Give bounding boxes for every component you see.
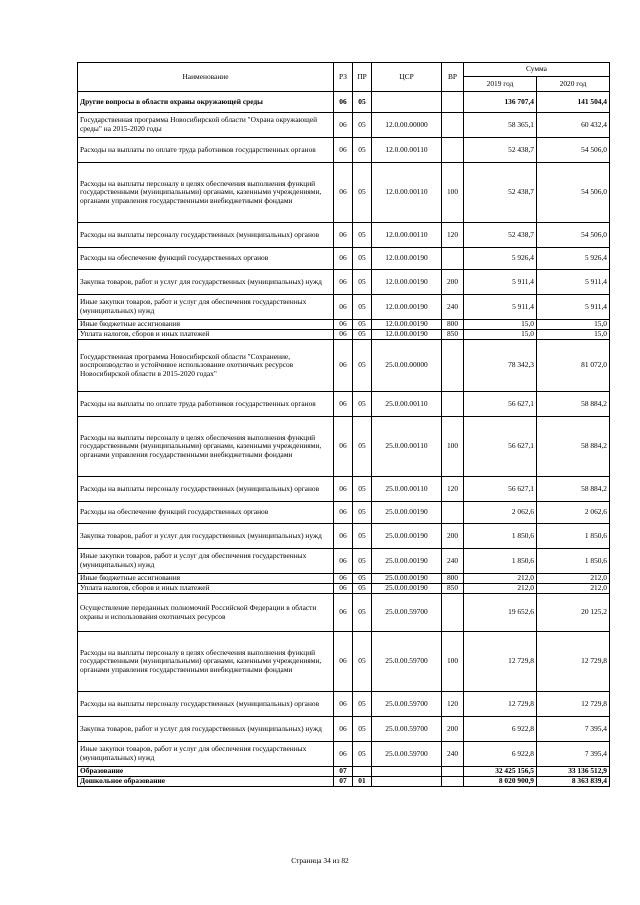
cell-csr: [372, 777, 442, 787]
cell-csr: 12.0.00.00190: [372, 320, 442, 330]
cell-vr: 120: [442, 692, 464, 717]
cell-amount-2019: 56 627,1: [464, 392, 537, 417]
page-number: Страница 34 из 82: [291, 856, 349, 865]
cell-csr: 12.0.00.00110: [372, 223, 442, 248]
cell-csr: 25.0.00.00190: [372, 574, 442, 584]
cell-amount-2020: 12 729,8: [537, 692, 610, 717]
cell-pr: 05: [353, 92, 372, 113]
table-row: [78, 549, 610, 574]
table-row: [78, 320, 610, 330]
table-row: [78, 113, 610, 138]
cell-pr: 05: [353, 340, 372, 392]
cell-name: Расходы на выплаты персоналу государственных (муниципальных) органов: [78, 477, 334, 502]
cell-vr: [442, 767, 464, 777]
cell-pr: 05: [353, 742, 372, 767]
cell-vr: [442, 138, 464, 163]
cell-name: Иные закупки товаров, работ и услуг для обеспечения государственных (муниципальных) нужд: [78, 295, 334, 320]
cell-vr: 120: [442, 223, 464, 248]
cell-csr: 12.0.00.00000: [372, 113, 442, 138]
table-row: [78, 295, 610, 320]
cell-pr: 05: [353, 692, 372, 717]
cell-csr: 25.0.00.59700: [372, 742, 442, 767]
table-body: [78, 92, 610, 787]
cell-amount-2020: 58 884,2: [537, 417, 610, 477]
cell-pr: [353, 767, 372, 777]
table-row: [78, 717, 610, 742]
cell-vr: [442, 113, 464, 138]
cell-amount-2020: 54 506,0: [537, 138, 610, 163]
cell-amount-2019: 15,0: [464, 330, 537, 340]
cell-rz: 06: [334, 340, 353, 392]
cell-csr: 25.0.00.00110: [372, 477, 442, 502]
cell-amount-2020: 60 432,4: [537, 113, 610, 138]
cell-amount-2019: 32 425 156,5: [464, 767, 537, 777]
table-row: [78, 767, 610, 777]
column-header-pr: ПР: [353, 63, 372, 92]
cell-amount-2019: 56 627,1: [464, 417, 537, 477]
cell-pr: 05: [353, 502, 372, 524]
cell-amount-2019: 5 926,4: [464, 248, 537, 270]
cell-rz: 06: [334, 417, 353, 477]
cell-amount-2019: 12 729,8: [464, 632, 537, 692]
cell-name: Расходы на выплаты персоналу в целях обеспечения выполнения функций государственными (муниципальными) органами, казенными учреждениями, органами управления государственными внебюджетными фондами: [78, 417, 334, 477]
cell-pr: 05: [353, 270, 372, 295]
cell-amount-2020: 212,0: [537, 584, 610, 594]
cell-name: Расходы на выплаты персоналу государственных (муниципальных) органов: [78, 692, 334, 717]
cell-amount-2020: 1 850,6: [537, 524, 610, 549]
cell-amount-2019: 6 922,8: [464, 717, 537, 742]
table-row: [78, 163, 610, 223]
cell-pr: 01: [353, 777, 372, 787]
table-row: [78, 223, 610, 248]
cell-amount-2020: 141 504,4: [537, 92, 610, 113]
cell-name: Закупка товаров, работ и услуг для государственных (муниципальных) нужд: [78, 524, 334, 549]
cell-amount-2019: 5 911,4: [464, 295, 537, 320]
cell-vr: 240: [442, 549, 464, 574]
cell-amount-2020: 5 911,4: [537, 295, 610, 320]
cell-vr: 850: [442, 330, 464, 340]
cell-name: Уплата налогов, сборов и иных платежей: [78, 584, 334, 594]
table-row: [78, 524, 610, 549]
cell-rz: 06: [334, 574, 353, 584]
cell-pr: 05: [353, 330, 372, 340]
cell-csr: 25.0.00.59700: [372, 717, 442, 742]
cell-amount-2020: 58 884,2: [537, 477, 610, 502]
cell-vr: 100: [442, 163, 464, 223]
cell-name: Государственная программа Новосибирской области "Сохранение, воспроизводство и устойчивое использование охотничьих ресурсов Новосибирской области в 2015-2020 годах": [78, 340, 334, 392]
cell-rz: 06: [334, 330, 353, 340]
cell-vr: 240: [442, 295, 464, 320]
cell-amount-2019: 1 850,6: [464, 549, 537, 574]
table-row: [78, 340, 610, 392]
cell-amount-2019: 78 342,3: [464, 340, 537, 392]
table-row: [78, 330, 610, 340]
cell-name: Закупка товаров, работ и услуг для государственных (муниципальных) нужд: [78, 717, 334, 742]
cell-vr: 100: [442, 417, 464, 477]
cell-pr: 05: [353, 584, 372, 594]
cell-amount-2020: 5 926,4: [537, 248, 610, 270]
cell-amount-2020: 12 729,8: [537, 632, 610, 692]
cell-vr: [442, 392, 464, 417]
cell-csr: 25.0.00.00190: [372, 584, 442, 594]
cell-rz: 06: [334, 113, 353, 138]
cell-pr: 05: [353, 524, 372, 549]
cell-amount-2020: 2 062,6: [537, 502, 610, 524]
cell-amount-2019: 5 911,4: [464, 270, 537, 295]
cell-pr: 05: [353, 223, 372, 248]
column-header-rz: РЗ: [334, 63, 353, 92]
cell-name: Иные бюджетные ассигнования: [78, 574, 334, 584]
cell-rz: 06: [334, 584, 353, 594]
cell-amount-2020: 7 395,4: [537, 717, 610, 742]
budget-table-container: [77, 62, 609, 787]
cell-amount-2019: 2 062,6: [464, 502, 537, 524]
table-row: [78, 138, 610, 163]
column-header-year-2020: 2020 год: [537, 77, 610, 92]
table-row: [78, 270, 610, 295]
cell-vr: 800: [442, 574, 464, 584]
cell-csr: 25.0.00.00190: [372, 549, 442, 574]
table-row: [78, 477, 610, 502]
cell-rz: 06: [334, 549, 353, 574]
cell-pr: 05: [353, 477, 372, 502]
cell-rz: 06: [334, 320, 353, 330]
cell-csr: 12.0.00.00190: [372, 248, 442, 270]
cell-vr: [442, 92, 464, 113]
cell-name: Закупка товаров, работ и услуг для государственных (муниципальных) нужд: [78, 270, 334, 295]
cell-pr: 05: [353, 549, 372, 574]
cell-amount-2019: 52 438,7: [464, 138, 537, 163]
cell-rz: 06: [334, 92, 353, 113]
cell-amount-2020: 81 072,0: [537, 340, 610, 392]
cell-rz: 06: [334, 270, 353, 295]
cell-rz: 06: [334, 502, 353, 524]
cell-csr: 25.0.00.00000: [372, 340, 442, 392]
cell-rz: 07: [334, 767, 353, 777]
cell-name: Расходы на выплаты по оплате труда работников государственных органов: [78, 138, 334, 163]
cell-csr: 25.0.00.00190: [372, 502, 442, 524]
cell-csr: [372, 767, 442, 777]
cell-amount-2020: 15,0: [537, 320, 610, 330]
cell-csr: 12.0.00.00190: [372, 270, 442, 295]
cell-amount-2020: 33 136 512,9: [537, 767, 610, 777]
cell-name: Иные закупки товаров, работ и услуг для обеспечения государственных (муниципальных) нужд: [78, 742, 334, 767]
cell-amount-2020: 212,0: [537, 574, 610, 584]
cell-name: Другие вопросы в области охраны окружающей среды: [78, 92, 334, 113]
cell-vr: 100: [442, 632, 464, 692]
column-header-sum: Сумма: [464, 63, 610, 77]
cell-name: Расходы на выплаты персоналу в целях обеспечения выполнения функций государственными (муниципальными) органами, казенными учреждениями, органами управления государственными внебюджетными фондами: [78, 163, 334, 223]
table-row: [78, 248, 610, 270]
cell-amount-2019: 15,0: [464, 320, 537, 330]
cell-amount-2019: 52 438,7: [464, 223, 537, 248]
cell-rz: 06: [334, 392, 353, 417]
cell-amount-2020: 7 395,4: [537, 742, 610, 767]
cell-amount-2020: 58 884,2: [537, 392, 610, 417]
cell-rz: 06: [334, 717, 353, 742]
cell-pr: 05: [353, 574, 372, 584]
cell-csr: 25.0.00.59700: [372, 692, 442, 717]
cell-pr: 05: [353, 138, 372, 163]
table-row: [78, 742, 610, 767]
cell-vr: 120: [442, 477, 464, 502]
cell-pr: 05: [353, 113, 372, 138]
table-row: [78, 502, 610, 524]
cell-rz: 06: [334, 248, 353, 270]
cell-amount-2020: 54 506,0: [537, 223, 610, 248]
cell-pr: 05: [353, 392, 372, 417]
cell-name: Осуществление переданных полномочий Российской Федерации в области охраны и использования охотничьих ресурсов: [78, 594, 334, 632]
cell-pr: 05: [353, 320, 372, 330]
cell-amount-2020: 54 506,0: [537, 163, 610, 223]
cell-csr: 25.0.00.00110: [372, 417, 442, 477]
cell-vr: 200: [442, 270, 464, 295]
cell-vr: 240: [442, 742, 464, 767]
cell-vr: [442, 777, 464, 787]
cell-rz: 06: [334, 524, 353, 549]
cell-name: Уплата налогов, сборов и иных платежей: [78, 330, 334, 340]
cell-pr: 05: [353, 632, 372, 692]
cell-rz: 07: [334, 777, 353, 787]
cell-csr: 12.0.00.00110: [372, 163, 442, 223]
cell-vr: 800: [442, 320, 464, 330]
cell-amount-2020: 5 911,4: [537, 270, 610, 295]
cell-amount-2019: 212,0: [464, 574, 537, 584]
cell-name: Образование: [78, 767, 334, 777]
cell-rz: 06: [334, 692, 353, 717]
cell-amount-2019: 12 729,8: [464, 692, 537, 717]
column-header-name: Наименование: [78, 63, 334, 92]
cell-csr: 12.0.00.00110: [372, 138, 442, 163]
cell-pr: 05: [353, 295, 372, 320]
cell-amount-2020: 20 125,2: [537, 594, 610, 632]
cell-csr: 25.0.00.59700: [372, 632, 442, 692]
cell-amount-2019: 212,0: [464, 584, 537, 594]
cell-rz: 06: [334, 138, 353, 163]
cell-name: Расходы на выплаты персоналу государственных (муниципальных) органов: [78, 223, 334, 248]
cell-csr: 25.0.00.00110: [372, 392, 442, 417]
cell-csr: 12.0.00.00190: [372, 330, 442, 340]
cell-name: Расходы на обеспечение функций государственных органов: [78, 502, 334, 524]
cell-vr: [442, 502, 464, 524]
table-row: [78, 584, 610, 594]
table-row: [78, 417, 610, 477]
cell-vr: 200: [442, 524, 464, 549]
table-row: [78, 632, 610, 692]
cell-pr: 05: [353, 417, 372, 477]
cell-vr: 200: [442, 717, 464, 742]
cell-amount-2020: 1 850,6: [537, 549, 610, 574]
table-row: [78, 594, 610, 632]
cell-rz: 06: [334, 295, 353, 320]
cell-amount-2019: 58 365,1: [464, 113, 537, 138]
cell-pr: 05: [353, 248, 372, 270]
cell-vr: [442, 340, 464, 392]
table-row: [78, 574, 610, 584]
cell-csr: [372, 92, 442, 113]
cell-amount-2019: 19 652,6: [464, 594, 537, 632]
cell-amount-2019: 56 627,1: [464, 477, 537, 502]
cell-name: Иные бюджетные ассигнования: [78, 320, 334, 330]
cell-rz: 06: [334, 163, 353, 223]
cell-rz: 06: [334, 632, 353, 692]
cell-csr: 25.0.00.59700: [372, 594, 442, 632]
cell-csr: 12.0.00.00190: [372, 295, 442, 320]
cell-amount-2019: 52 438,7: [464, 163, 537, 223]
cell-name: Расходы на выплаты по оплате труда работников государственных органов: [78, 392, 334, 417]
column-header-year-2019: 2019 год: [464, 77, 537, 92]
cell-pr: 05: [353, 594, 372, 632]
cell-rz: 06: [334, 594, 353, 632]
table-row: [78, 392, 610, 417]
cell-rz: 06: [334, 742, 353, 767]
cell-csr: 25.0.00.00190: [372, 524, 442, 549]
cell-amount-2019: 1 850,6: [464, 524, 537, 549]
cell-vr: 850: [442, 584, 464, 594]
cell-amount-2019: 8 020 900,9: [464, 777, 537, 787]
cell-rz: 06: [334, 223, 353, 248]
cell-amount-2019: 6 922,8: [464, 742, 537, 767]
cell-amount-2020: 15,0: [537, 330, 610, 340]
cell-name: Дошкольное образование: [78, 777, 334, 787]
cell-vr: [442, 594, 464, 632]
cell-name: Расходы на выплаты персоналу в целях обеспечения выполнения функций государственными (муниципальными) органами, казенными учреждениями, органами управления государственными внебюджетными фондами: [78, 632, 334, 692]
cell-name: Иные закупки товаров, работ и услуг для обеспечения государственных (муниципальных) нужд: [78, 549, 334, 574]
table-row: [78, 92, 610, 113]
budget-table: [77, 62, 610, 787]
cell-amount-2020: 8 363 839,4: [537, 777, 610, 787]
cell-pr: 05: [353, 163, 372, 223]
cell-pr: 05: [353, 717, 372, 742]
cell-vr: [442, 248, 464, 270]
cell-name: Государственная программа Новосибирской области "Охрана окружающей среды" на 2015-2020 годы: [78, 113, 334, 138]
cell-amount-2019: 136 707,4: [464, 92, 537, 113]
cell-name: Расходы на обеспечение функций государственных органов: [78, 248, 334, 270]
column-header-csr: ЦСР: [372, 63, 442, 92]
cell-rz: 06: [334, 477, 353, 502]
column-header-vr: ВР: [442, 63, 464, 92]
table-row: [78, 777, 610, 787]
table-row: [78, 692, 610, 717]
